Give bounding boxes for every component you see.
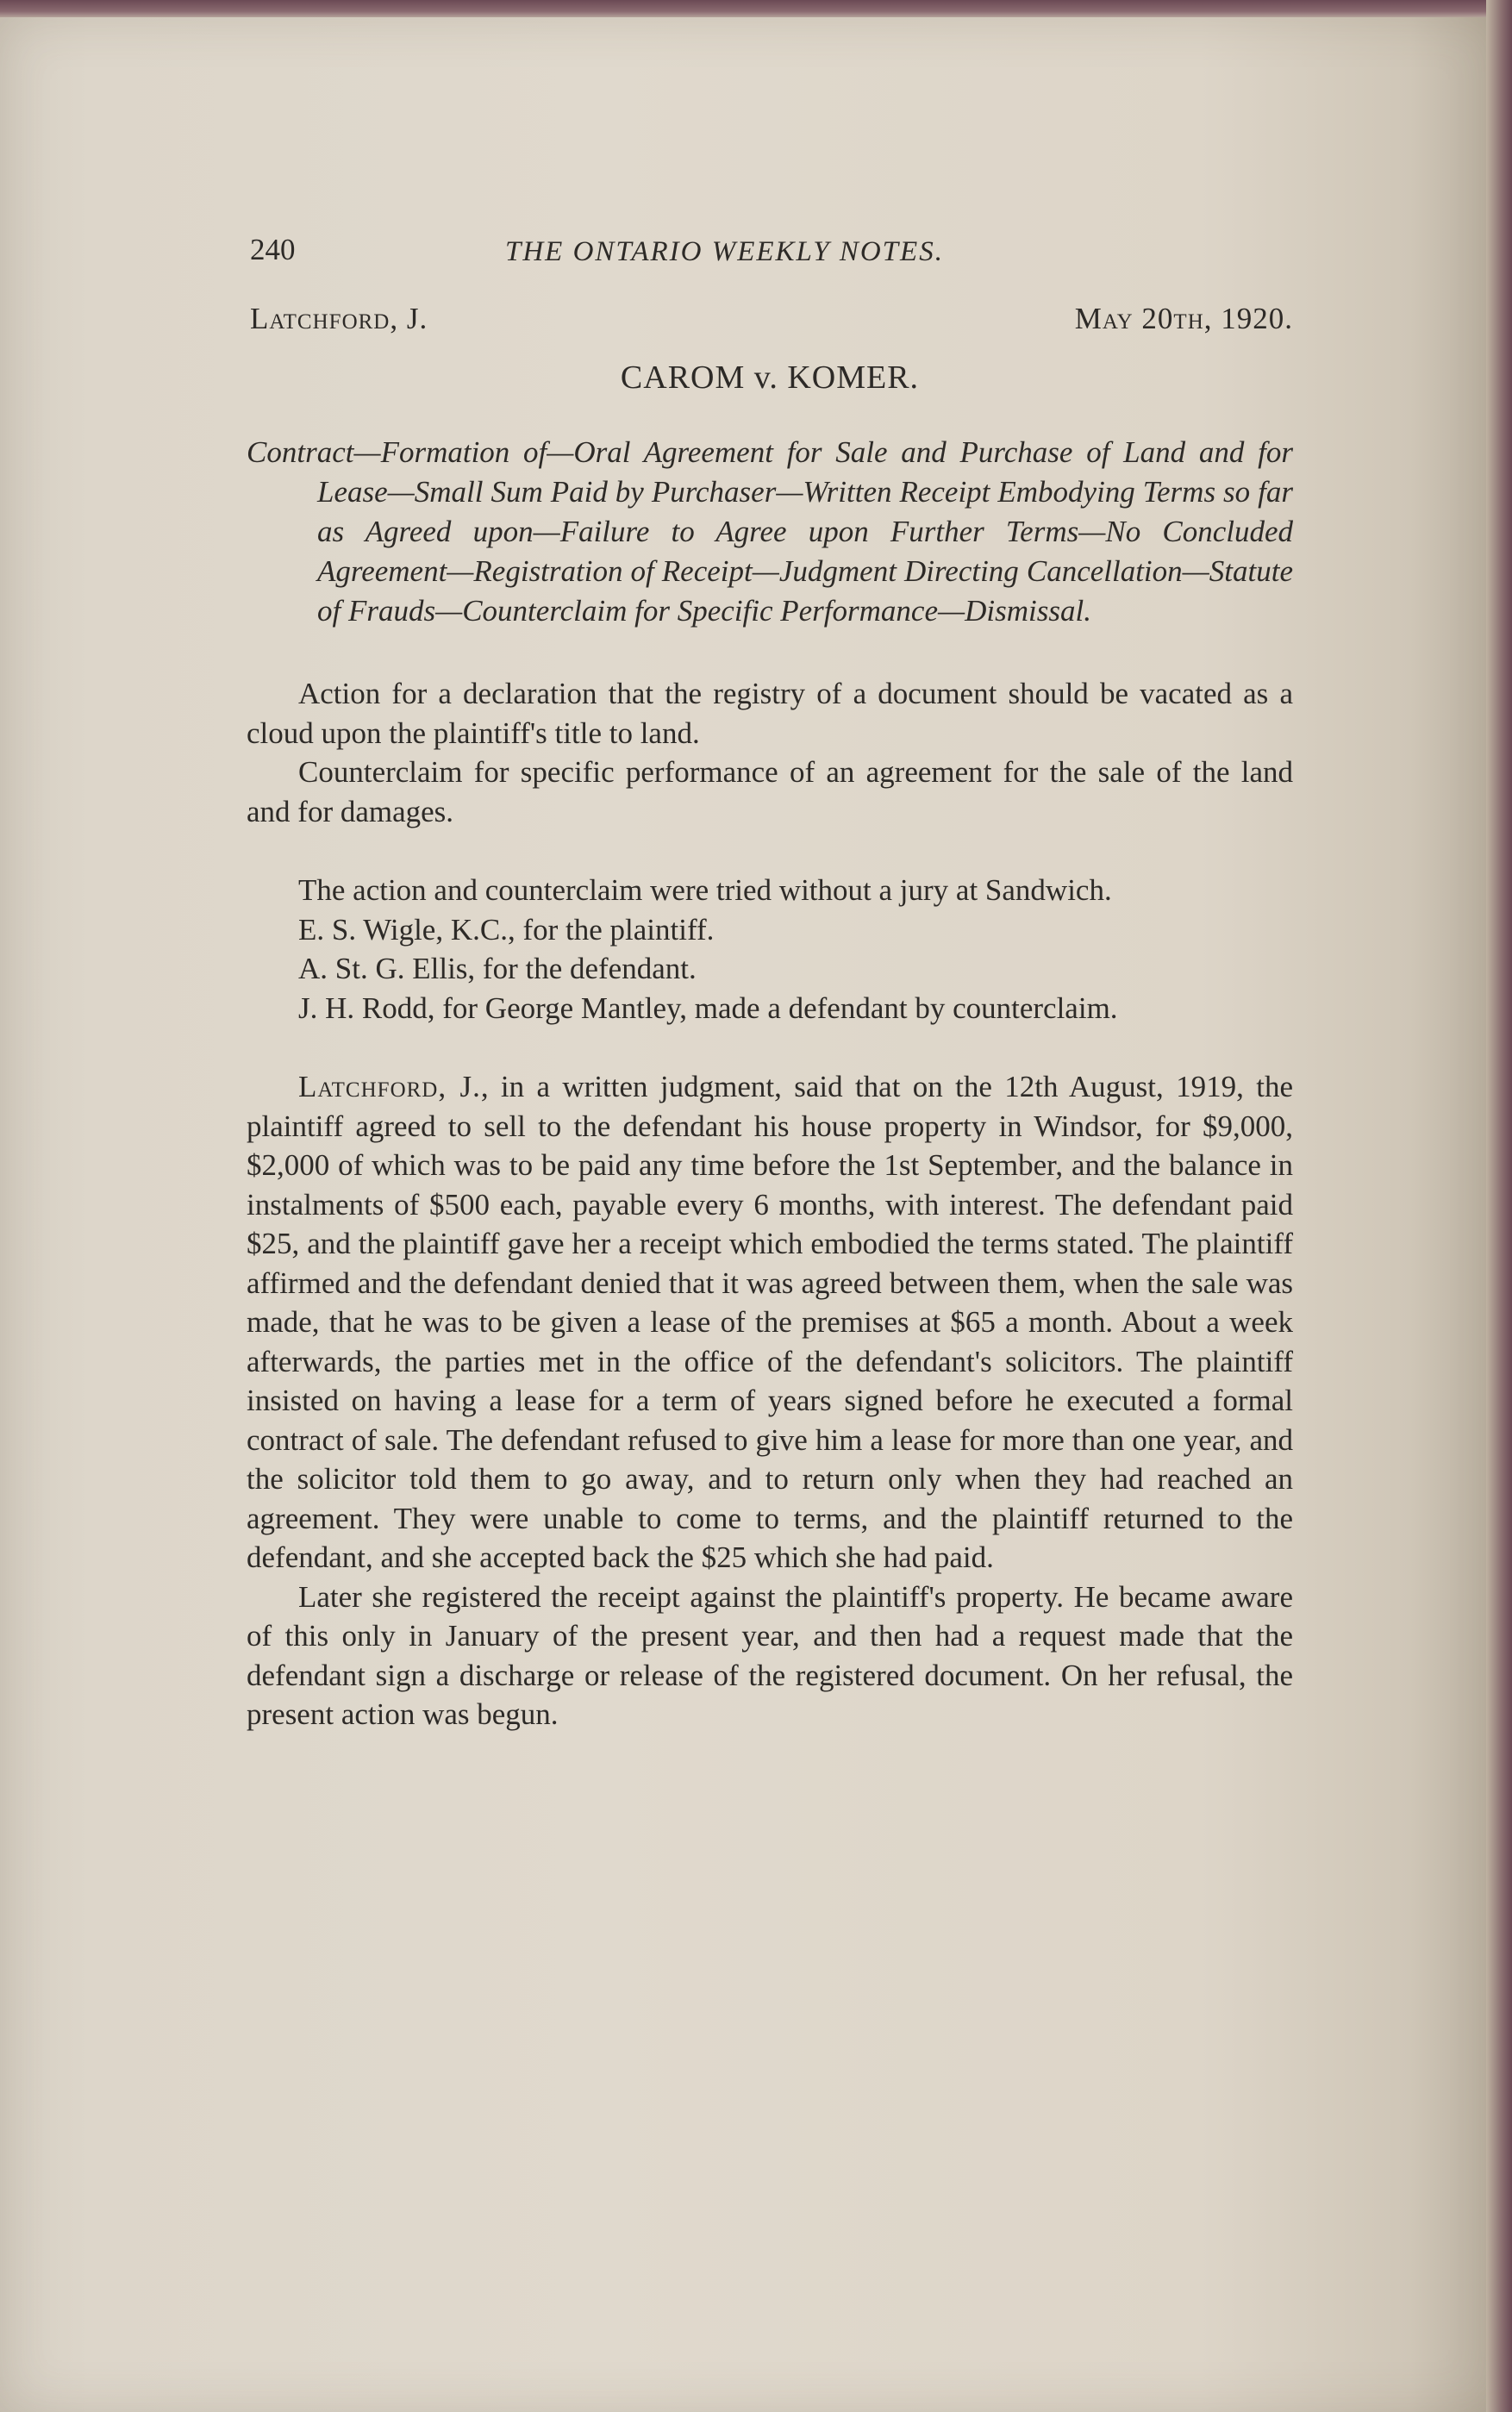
counsel-line: E. S. Wigle, K.C., for the plaintiff.	[298, 912, 715, 947]
judgment-text: , in a written judgment, said that on the 12th August, 1919, the plaintiff agreed to sell to the defendant his house property in Windsor, for $9,000, $2,000 of which was to be paid any time before the 1st September, and the balance in instalments of $500 each, payable every 6 months, with interest. The defendant paid $25, and the plaintiff gave her a receipt which embodied the terms stated. The plaintiff affirmed and the defendant denied that it was agreed between them, when the sale was made, that he was to be given a lease of the premises at $65 a month. About a week afterwards, the parties met in the office of the defendant's solicitors. The plaintiff insisted on having a lease for a term of years signed before he executed a formal contract of sale. The defendant refused to give him a lease for more than one year, and the solicitor told them to go away, and to return only when they had reached an agreement. They were unable to come to terms, and the plaintiff returned to the defendant, and she accepted back the $25 which she had paid.	[247, 1070, 1293, 1574]
judgment-paragraph	[247, 1067, 1293, 1578]
statement-paragraph: Counterclaim for specific performance of an agreement for the sale of the land and for damages.	[247, 755, 1293, 828]
judgment-judge-lead: Latchford, J.	[298, 1070, 481, 1103]
court-line	[247, 302, 1293, 353]
headnote: Contract—Formation of—Oral Agreement for Sale and Purchase of Land and for Lease—Small Sum Paid by Purchaser—Written Receipt Embodying Terms so far as Agreed upon—Failure to Agree upon Further Terms—No Concluded Agreement—Registration of Receipt—Judgment Directing Cancellation—Statute of Frauds—Counterclaim for Specific Performance—Dismissal.	[247, 435, 1293, 628]
running-head	[247, 216, 1293, 267]
judge-name: Latchford, J.	[250, 302, 428, 335]
counsel-line: A. St. G. Ellis, for the defendant.	[298, 952, 697, 985]
statement-paragraph: Action for a declaration that the registry of a document should be vacated as a cloud upon the plaintiff's title to land.	[247, 677, 1293, 750]
case-title: CAROM v. KOMER.	[620, 359, 920, 396]
book-page	[0, 17, 1500, 2412]
page-right-edge	[1486, 0, 1512, 2412]
judgment-paragraph: Later she registered the receipt against the plaintiff's property. He became aware of this only in January of the present year, and then had a request made that the defendant sign a discharge or release of the registered document. On her refusal, the present action was begun.	[247, 1579, 1293, 1731]
counsel-line: J. H. Rodd, for George Mantley, made a defendant by counterclaim.	[298, 990, 1118, 1025]
journal-title: THE ONTARIO WEEKLY NOTES.	[505, 236, 944, 267]
trial-paragraph: The action and counterclaim were tried without a jury at Sandwich.	[298, 873, 1112, 907]
page-number: 240	[250, 233, 296, 266]
page-content	[247, 216, 1293, 1734]
judgment-date: May 20th, 1920.	[1074, 302, 1293, 335]
